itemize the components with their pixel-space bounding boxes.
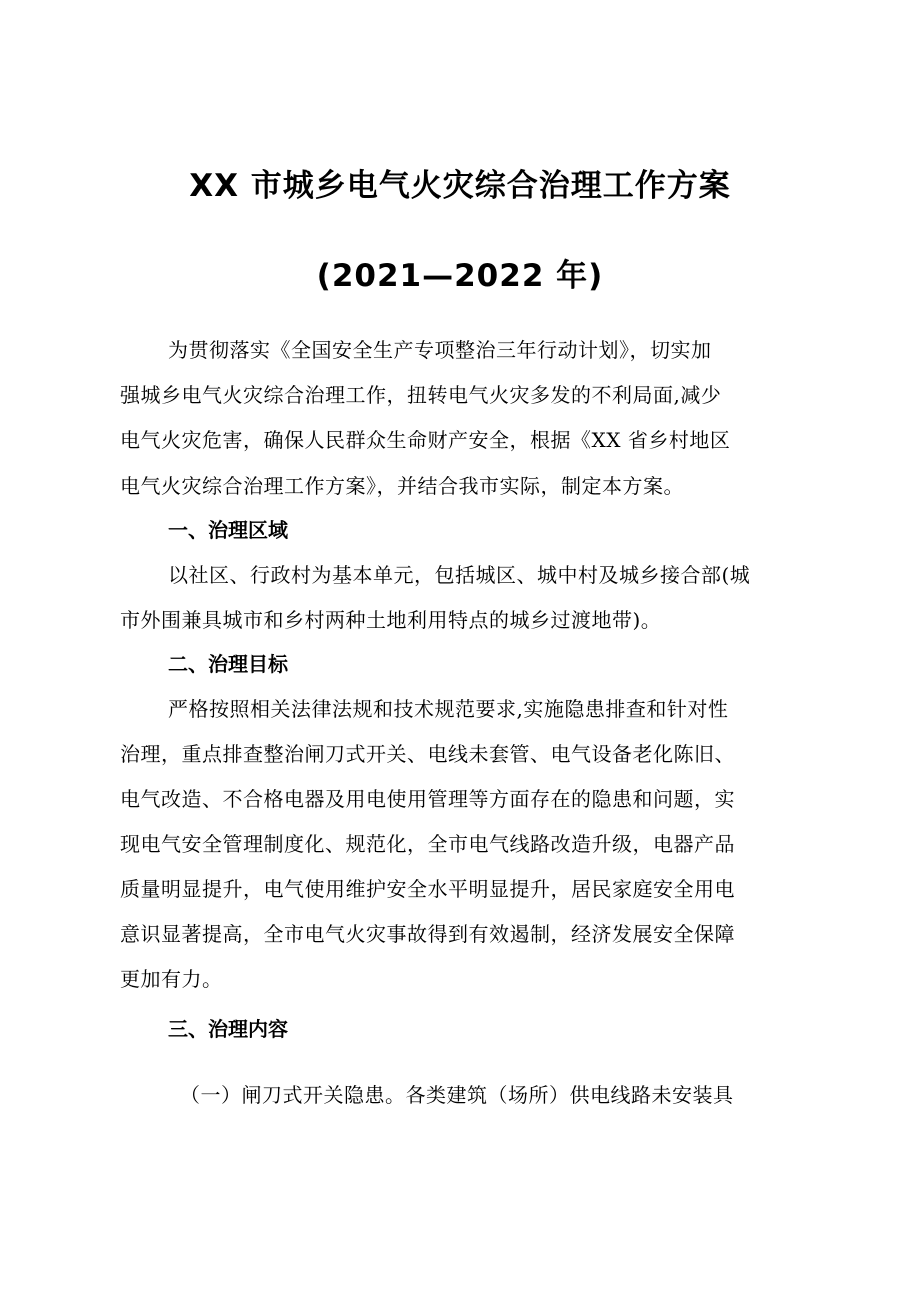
intro-line: 为贯彻落实《全国安全生产专项整治三年行动计划》，切实加 — [168, 338, 712, 362]
section-line: 以社区、行政村为基本单元，包括城区、城中村及城乡接合部(城 — [168, 563, 751, 587]
intro-line: 强城乡电气火灾综合治理工作，扭转电气火灾多发的不利局面,减少 — [120, 383, 722, 407]
section-line: 电气改造、不合格电器及用电使用管理等方面存在的隐患和问题，实 — [120, 787, 735, 811]
section-line: 治理，重点排查整治闸刀式开关、电线未套管、电气设备老化陈旧、 — [120, 742, 735, 766]
intro-line: 电气火灾危害，确保人民群众生命财产安全，根据《XX 省乡村地区 — [120, 428, 731, 452]
section-line: 更加有力。 — [120, 967, 223, 991]
document-title: XX 市城乡电气火灾综合治理工作方案 — [189, 168, 731, 204]
section-line: 严格按照相关法律法规和技术规范要求,实施隐患排查和针对性 — [168, 697, 729, 721]
section-line: 意识显著提高，全市电气火灾事故得到有效遏制，经济发展安全保障 — [120, 922, 735, 946]
section-heading: 二、治理目标 — [168, 652, 288, 676]
document-subtitle: (2021—2022 年) — [316, 258, 604, 294]
section-line: 市外围兼具城市和乡村两种土地利用特点的城乡过渡地带)。 — [120, 608, 662, 632]
section-heading: 一、治理区域 — [168, 518, 288, 542]
section-line: 质量明显提升，电气使用维护安全水平明显提升，居民家庭安全用电 — [120, 877, 735, 901]
section-line: 现电气安全管理制度化、规范化，全市电气线路改造升级，电器产品 — [120, 832, 735, 856]
section-line: （一）闸刀式开关隐患。各类建筑（场所）供电线路未安装具 — [180, 1083, 734, 1107]
section-heading: 三、治理内容 — [168, 1017, 288, 1041]
intro-line: 电气火灾综合治理工作方案》，并结合我市实际，制定本方案。 — [120, 474, 684, 498]
